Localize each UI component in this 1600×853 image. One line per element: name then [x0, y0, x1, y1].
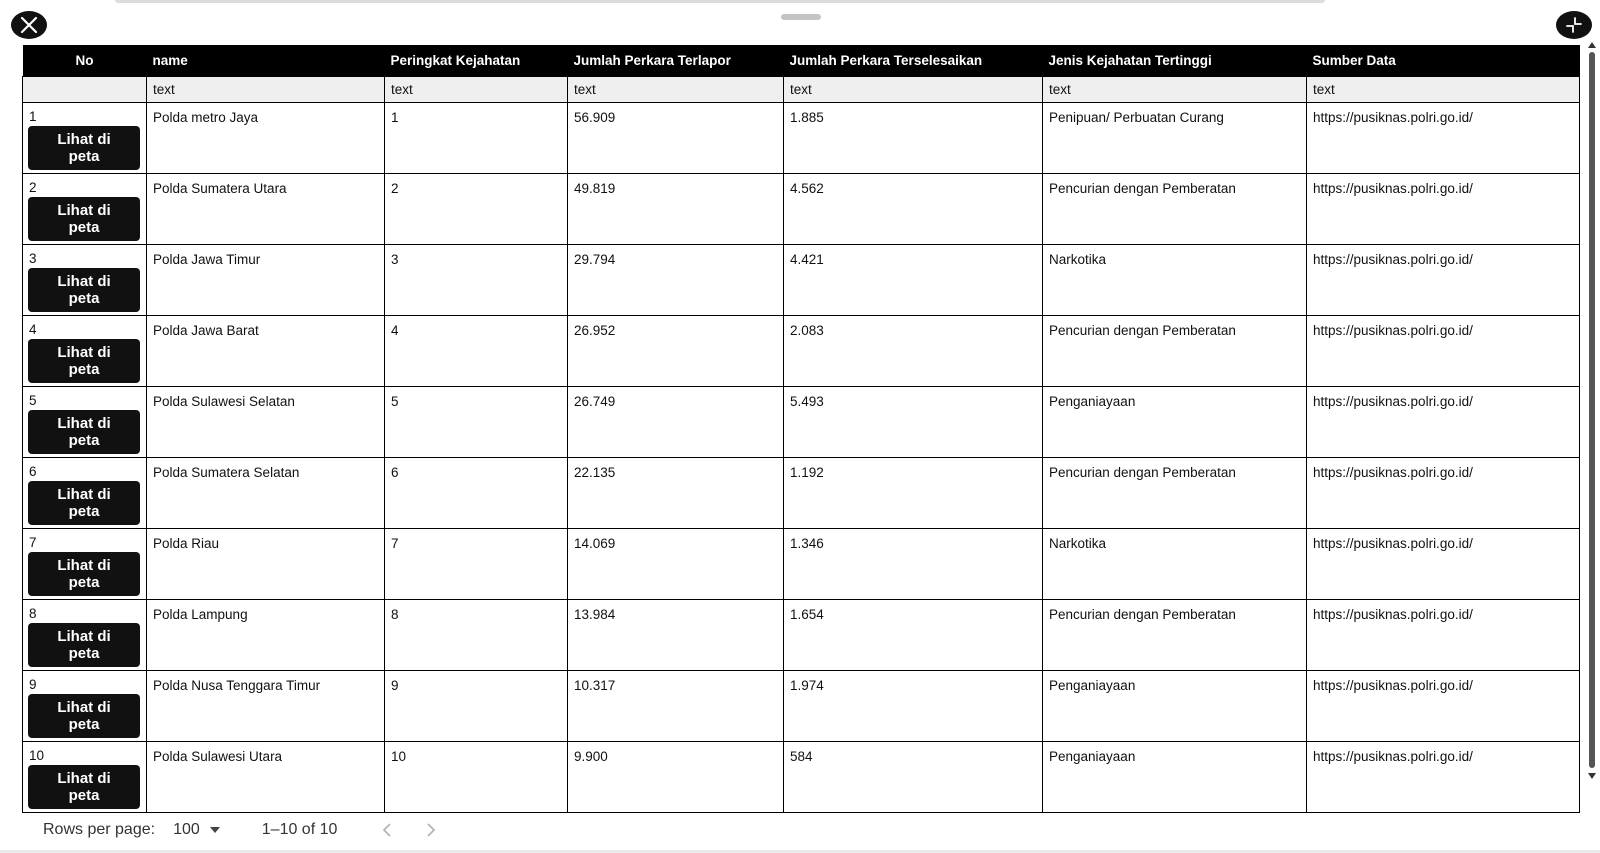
view-on-map-button[interactable]: Lihat di peta: [28, 481, 140, 525]
column-type: text: [784, 77, 1043, 103]
source-cell[interactable]: https://pusiknas.polri.go.id/: [1307, 742, 1580, 813]
row-number: 3: [29, 251, 37, 266]
region-name-cell: Polda Jawa Barat: [147, 316, 385, 387]
view-on-map-button[interactable]: Lihat di peta: [28, 694, 140, 738]
data-table: [22, 45, 1580, 813]
reported-cell: 14.069: [568, 529, 784, 600]
view-on-map-button[interactable]: Lihat di peta: [28, 126, 140, 170]
reported-cell: 9.900: [568, 742, 784, 813]
table-row: [23, 600, 1580, 671]
column-type: text: [1307, 77, 1580, 103]
row-number-cell: [23, 174, 147, 245]
solved-cell: 4.421: [784, 245, 1043, 316]
pagination-range: 1–10 of 10: [261, 821, 338, 838]
row-number: 8: [29, 606, 37, 621]
solved-cell: 1.974: [784, 671, 1043, 742]
region-name-cell: Polda Nusa Tenggara Timur: [147, 671, 385, 742]
row-number-cell: [23, 671, 147, 742]
crime-type-cell: Penipuan/ Perbuatan Curang: [1043, 103, 1307, 174]
row-number-cell: [23, 458, 147, 529]
source-cell[interactable]: https://pusiknas.polri.go.id/: [1307, 316, 1580, 387]
source-cell[interactable]: https://pusiknas.polri.go.id/: [1307, 103, 1580, 174]
reported-cell: 10.317: [568, 671, 784, 742]
table-row: [23, 103, 1580, 174]
scrollbar-thumb[interactable]: [1589, 52, 1595, 768]
view-on-map-button[interactable]: Lihat di peta: [28, 552, 140, 596]
column-header-name[interactable]: name: [147, 45, 385, 77]
reported-cell: 26.952: [568, 316, 784, 387]
view-on-map-button[interactable]: Lihat di peta: [28, 410, 140, 454]
table-row: [23, 316, 1580, 387]
row-number-cell: [23, 387, 147, 458]
reported-cell: 29.794: [568, 245, 784, 316]
rows-per-page-value: 100: [173, 821, 200, 838]
view-on-map-button[interactable]: Lihat di peta: [28, 197, 140, 241]
crime-type-cell: Pencurian dengan Pemberatan: [1043, 316, 1307, 387]
view-on-map-button[interactable]: Lihat di peta: [28, 623, 140, 667]
rank-cell: 2: [385, 174, 568, 245]
reported-cell: 49.819: [568, 174, 784, 245]
rank-cell: 8: [385, 600, 568, 671]
row-number: 2: [29, 180, 37, 195]
reported-cell: 56.909: [568, 103, 784, 174]
row-number: 7: [29, 535, 37, 550]
region-name-cell: Polda Riau: [147, 529, 385, 600]
row-number-cell: [23, 245, 147, 316]
column-type: text: [385, 77, 568, 103]
rows-per-page-label: Rows per page:: [43, 821, 156, 838]
row-number-cell: [23, 316, 147, 387]
rows-per-page-select[interactable]: [173, 821, 220, 839]
view-on-map-button[interactable]: Lihat di peta: [28, 339, 140, 383]
row-number: 10: [29, 748, 45, 763]
chevron-left-icon: [382, 822, 392, 838]
rank-cell: 10: [385, 742, 568, 813]
table-row: [23, 671, 1580, 742]
table-row: [23, 387, 1580, 458]
rank-cell: 5: [385, 387, 568, 458]
collapse-button[interactable]: [1556, 11, 1592, 39]
source-cell[interactable]: https://pusiknas.polri.go.id/: [1307, 529, 1580, 600]
solved-cell: 4.562: [784, 174, 1043, 245]
crime-type-cell: Pencurian dengan Pemberatan: [1043, 458, 1307, 529]
solved-cell: 2.083: [784, 316, 1043, 387]
column-type: text: [147, 77, 385, 103]
region-name-cell: Polda Jawa Timur: [147, 245, 385, 316]
column-header-crime[interactable]: Jenis Kejahatan Tertinggi: [1043, 45, 1307, 77]
row-number: 6: [29, 464, 37, 479]
header-row: [23, 45, 1580, 77]
previous-page-button[interactable]: [373, 816, 401, 844]
column-header-source[interactable]: Sumber Data: [1307, 45, 1580, 77]
column-header-solved[interactable]: Jumlah Perkara Terselesaikan: [784, 45, 1043, 77]
rank-cell: 1: [385, 103, 568, 174]
region-name-cell: Polda Sumatera Selatan: [147, 458, 385, 529]
drag-handle[interactable]: [781, 14, 821, 20]
solved-cell: 5.493: [784, 387, 1043, 458]
crime-type-cell: Penganiayaan: [1043, 387, 1307, 458]
rank-cell: 7: [385, 529, 568, 600]
crime-type-cell: Narkotika: [1043, 245, 1307, 316]
source-cell[interactable]: https://pusiknas.polri.go.id/: [1307, 387, 1580, 458]
reported-cell: 26.749: [568, 387, 784, 458]
row-number-cell: [23, 742, 147, 813]
row-number-cell: [23, 600, 147, 671]
rank-cell: 3: [385, 245, 568, 316]
chevron-down-icon: [210, 827, 220, 833]
data-table-container: [22, 45, 1579, 813]
next-page-button[interactable]: [417, 816, 445, 844]
column-header-reported[interactable]: Jumlah Perkara Terlapor: [568, 45, 784, 77]
scroll-down-arrow-icon[interactable]: [1588, 773, 1596, 779]
crime-type-cell: Penganiayaan: [1043, 742, 1307, 813]
solved-cell: 1.654: [784, 600, 1043, 671]
reported-cell: 22.135: [568, 458, 784, 529]
solved-cell: 1.346: [784, 529, 1043, 600]
table-row: [23, 174, 1580, 245]
row-number: 1: [29, 109, 37, 124]
row-number: 5: [29, 393, 37, 408]
region-name-cell: Polda Lampung: [147, 600, 385, 671]
column-header-no[interactable]: No: [23, 45, 147, 77]
region-name-cell: Polda Sumatera Utara: [147, 174, 385, 245]
column-type-row: [23, 77, 1580, 103]
solved-cell: 1.192: [784, 458, 1043, 529]
reported-cell: 13.984: [568, 600, 784, 671]
column-type: text: [1043, 77, 1307, 103]
table-row: [23, 245, 1580, 316]
table-row: [23, 742, 1580, 813]
region-name-cell: Polda metro Jaya: [147, 103, 385, 174]
scroll-up-arrow-icon[interactable]: [1588, 42, 1596, 48]
row-number-cell: [23, 103, 147, 174]
rank-cell: 6: [385, 458, 568, 529]
column-type: text: [568, 77, 784, 103]
rank-cell: 4: [385, 316, 568, 387]
source-cell[interactable]: https://pusiknas.polri.go.id/: [1307, 174, 1580, 245]
row-number: 9: [29, 677, 37, 692]
close-button[interactable]: [11, 11, 47, 39]
region-name-cell: Polda Sulawesi Selatan: [147, 387, 385, 458]
solved-cell: 584: [784, 742, 1043, 813]
crime-type-cell: Pencurian dengan Pemberatan: [1043, 174, 1307, 245]
region-name-cell: Polda Sulawesi Utara: [147, 742, 385, 813]
top-edge: [115, 0, 1325, 3]
source-cell[interactable]: https://pusiknas.polri.go.id/: [1307, 671, 1580, 742]
table-row: [23, 458, 1580, 529]
crime-type-cell: Penganiayaan: [1043, 671, 1307, 742]
row-number: 4: [29, 322, 37, 337]
pagination-bar: [43, 816, 461, 844]
source-cell[interactable]: https://pusiknas.polri.go.id/: [1307, 245, 1580, 316]
column-header-rank[interactable]: Peringkat Kejahatan: [385, 45, 568, 77]
crime-type-cell: Pencurian dengan Pemberatan: [1043, 600, 1307, 671]
collapse-icon: [1565, 16, 1583, 34]
view-on-map-button[interactable]: Lihat di peta: [28, 765, 140, 809]
vertical-scrollbar[interactable]: [1587, 40, 1598, 780]
solved-cell: 1.885: [784, 103, 1043, 174]
table-row: [23, 529, 1580, 600]
view-on-map-button[interactable]: Lihat di peta: [28, 268, 140, 312]
source-cell[interactable]: https://pusiknas.polri.go.id/: [1307, 600, 1580, 671]
column-type: [23, 77, 147, 103]
rank-cell: 9: [385, 671, 568, 742]
chevron-right-icon: [426, 822, 436, 838]
close-icon: [20, 16, 38, 34]
row-number-cell: [23, 529, 147, 600]
source-cell[interactable]: https://pusiknas.polri.go.id/: [1307, 458, 1580, 529]
crime-type-cell: Narkotika: [1043, 529, 1307, 600]
